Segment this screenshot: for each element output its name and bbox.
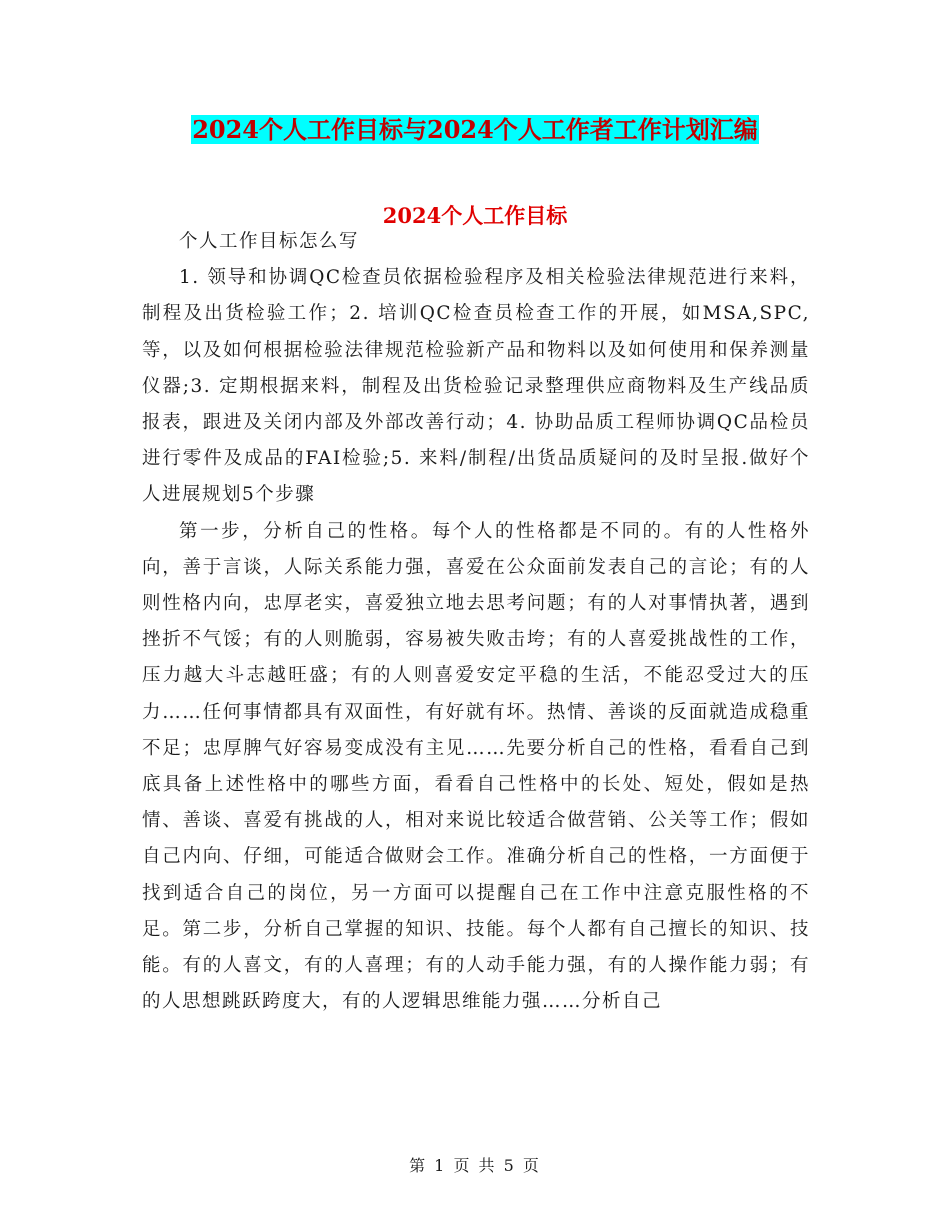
document-body [142, 224, 810, 1020]
paragraph-duties: 1. 领导和协调QC检查员依据检验程序及相关检验法律规范进行来料，制程及出货检验工作；2. 培训QC检查员检查工作的开展，如MSA,SPC,等，以及如何根据检验法律规范检验新产品和物料以及如何使用和保养测量仪器;3. 定期根据来料，制程及出货检验记录整理供应商物料及生产线品质报表，跟进及关闭内部及外部改善行动；4. 协助品质工程师协调QC品检员进行零件及成品的FAI检验;5. 来料/制程/出货品质疑问的及时呈报.做好个人进展规划5个步骤 [142, 267, 810, 506]
section-title: 2024个人工作目标 [382, 203, 568, 228]
paragraph-steps: 第一步，分析自己的性格。每个人的性格都是不同的。有的人性格外向，善于言谈，人际关系能力强，喜爱在公众面前发表自己的言论；有的人则性格内向，忠厚老实，喜爱独立地去思考问题；有的人对事情执著，遇到挫折不气馁；有的人则脆弱，容易被失败击垮；有的人喜爱挑战性的工作，压力越大斗志越旺盛；有的人则喜爱安定平稳的生活，不能忍受过大的压力……任何事情都具有双面性，有好就有坏。热情、善谈的反面就造成稳重不足；忠厚脾气好容易变成没有主见……先要分析自己的性格，看看自己到底具备上述性格中的哪些方面，看看自己性格中的长处、短处，假如是热情、善谈、喜爱有挑战的人，相对来说比较适合做营销、公关等工作；假如自己内向、仔细，可能适合做财会工作。准确分析自己的性格，一方面便于找到适合自己的岗位，另一方面可以提醒自己在工作中注意克服性格的不足。第二步，分析自己掌握的知识、技能。每个人都有自己擅长的知识、技能。有的人喜文，有的人喜理；有的人动手能力强，有的人操作能力弱；有的人思想跳跃跨度大，有的人逻辑思维能力强……分析自己 [142, 520, 810, 1013]
page-footer: 第 1 页 共 5 页 [409, 1156, 541, 1175]
paragraph-heading: 个人工作目标怎么写 [179, 231, 360, 252]
document-title [0, 113, 950, 147]
document-title-text: 2024个人工作目标与2024个人工作者工作计划汇编 [192, 115, 758, 144]
